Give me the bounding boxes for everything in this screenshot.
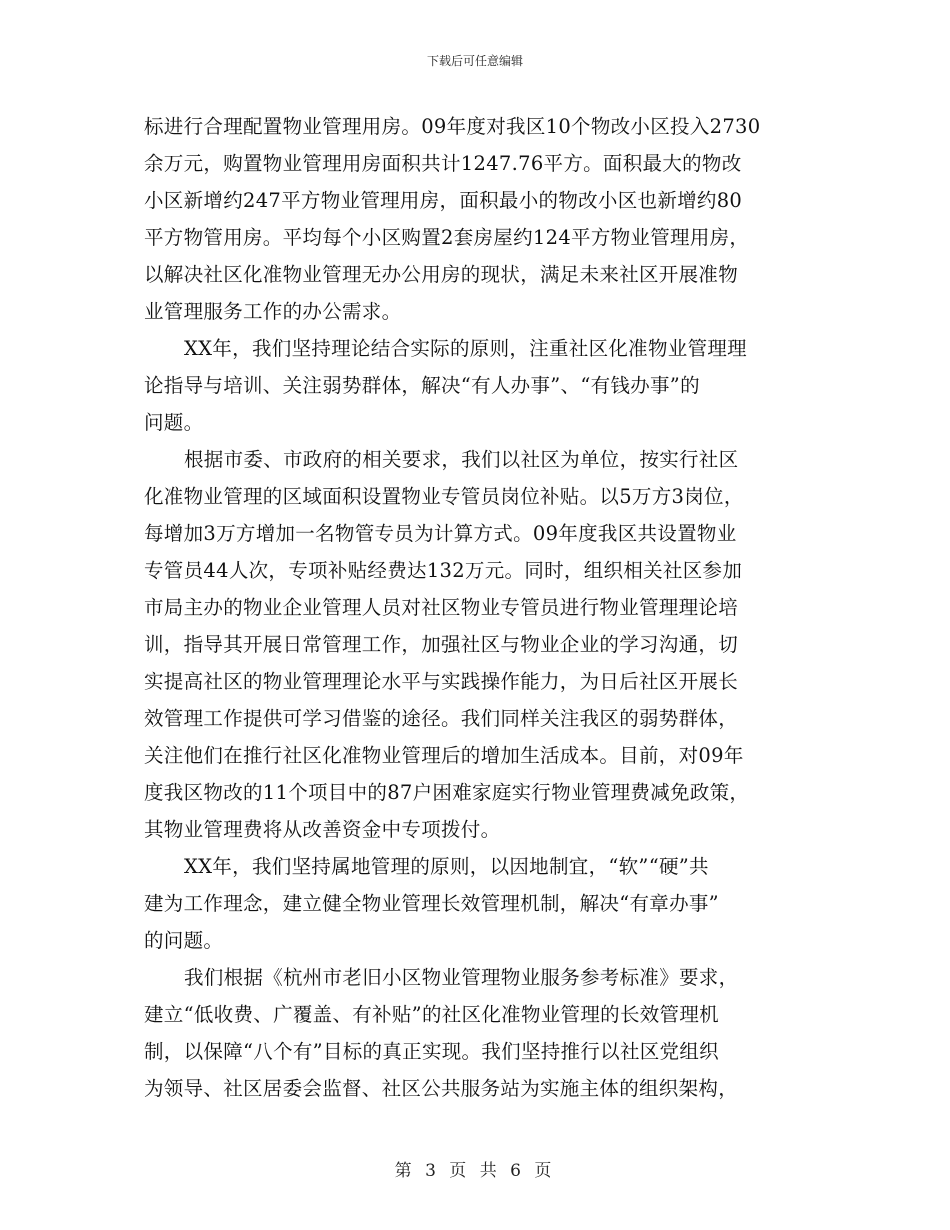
text-line: 小区新增约247平方物业管理用房，面积最小的物改小区也新增约80 [144, 189, 743, 212]
text-line: 建立“低收费、广覆盖、有补贴”的社区化准物业管理的长效管理机 [144, 1003, 719, 1026]
text-line: 余万元，购置物业管理用房面积共计1247.76平方。面积最大的物改 [144, 152, 742, 175]
paragraph-first-line: 我们根据《杭州市老旧小区物业管理物业服务参考标准》要求， [184, 966, 739, 989]
text-line: 的问题。 [144, 929, 224, 952]
paragraph-first-line: 根据市委、市政府的相关要求，我们以社区为单位，按实行社区 [184, 448, 739, 471]
paragraph-first-line: XX年，我们坚持理论结合实际的原则，注重社区化准物业管理理 [184, 337, 747, 360]
text-line: 为领导、社区居委会监督、社区公共服务站为实施主体的组织架构， [144, 1077, 739, 1100]
page-header: 下载后可任意编辑 [426, 54, 523, 68]
text-line: 每增加3万方增加一名物管专员为计算方式。09年度我区共设置物业 [144, 522, 737, 545]
text-line: 论指导与培训、关注弱势群体，解决“有人办事”、“有钱办事”的 [144, 374, 700, 397]
text-line: 市局主办的物业企业管理人员对社区物业专管员进行物业管理理论培 [144, 596, 739, 619]
text-line: 训，指导其开展日常管理工作，加强社区与物业企业的学习沟通，切 [144, 633, 739, 656]
text-line: 效管理工作提供可学习借鉴的途径。我们同样关注我区的弱势群体， [144, 707, 739, 730]
text-line: 其物业管理费将从改善资金中专项拨付。 [144, 818, 501, 841]
text-line: 业管理服务工作的办公需求。 [144, 300, 402, 323]
document-body [144, 108, 812, 1107]
text-line: 实提高社区的物业管理理论水平与实践操作能力，为日后社区开展长 [144, 670, 739, 693]
text-line: 以解决社区化准物业管理无办公用房的现状，满足未来社区开展准物 [144, 263, 739, 286]
text-line: 化准物业管理的区域面积设置物业专管员岗位补贴。以5万方3岗位， [144, 485, 744, 508]
text-line: 制，以保障“八个有”目标的真正实现。我们坚持推行以社区党组织 [144, 1040, 719, 1063]
text-line: 问题。 [144, 411, 204, 434]
page-number-footer: 第 3 页 共 6 页 [394, 1161, 556, 1181]
text-line: 标进行合理配置物业管理用房。09年度对我区10个物改小区投入2730 [144, 115, 761, 138]
text-line: 专管员44人次，专项补贴经费达132万元。同时，组织相关社区参加 [144, 559, 743, 582]
text-line: 建为工作理念，建立健全物业管理长效管理机制，解决“有章办事” [144, 892, 719, 915]
text-line: 度我区物改的11个项目中的87户困难家庭实行物业管理费减免政策， [144, 781, 750, 804]
paragraph-first-line: XX年，我们坚持属地管理的原则，以因地制宜，“软”“硬”共 [184, 855, 709, 878]
text-line: 平方物管用房。平均每个小区购置2套房屋约124平方物业管理用房， [144, 226, 750, 249]
text-line: 关注他们在推行社区化准物业管理后的增加生活成本。目前，对09年 [144, 744, 744, 767]
